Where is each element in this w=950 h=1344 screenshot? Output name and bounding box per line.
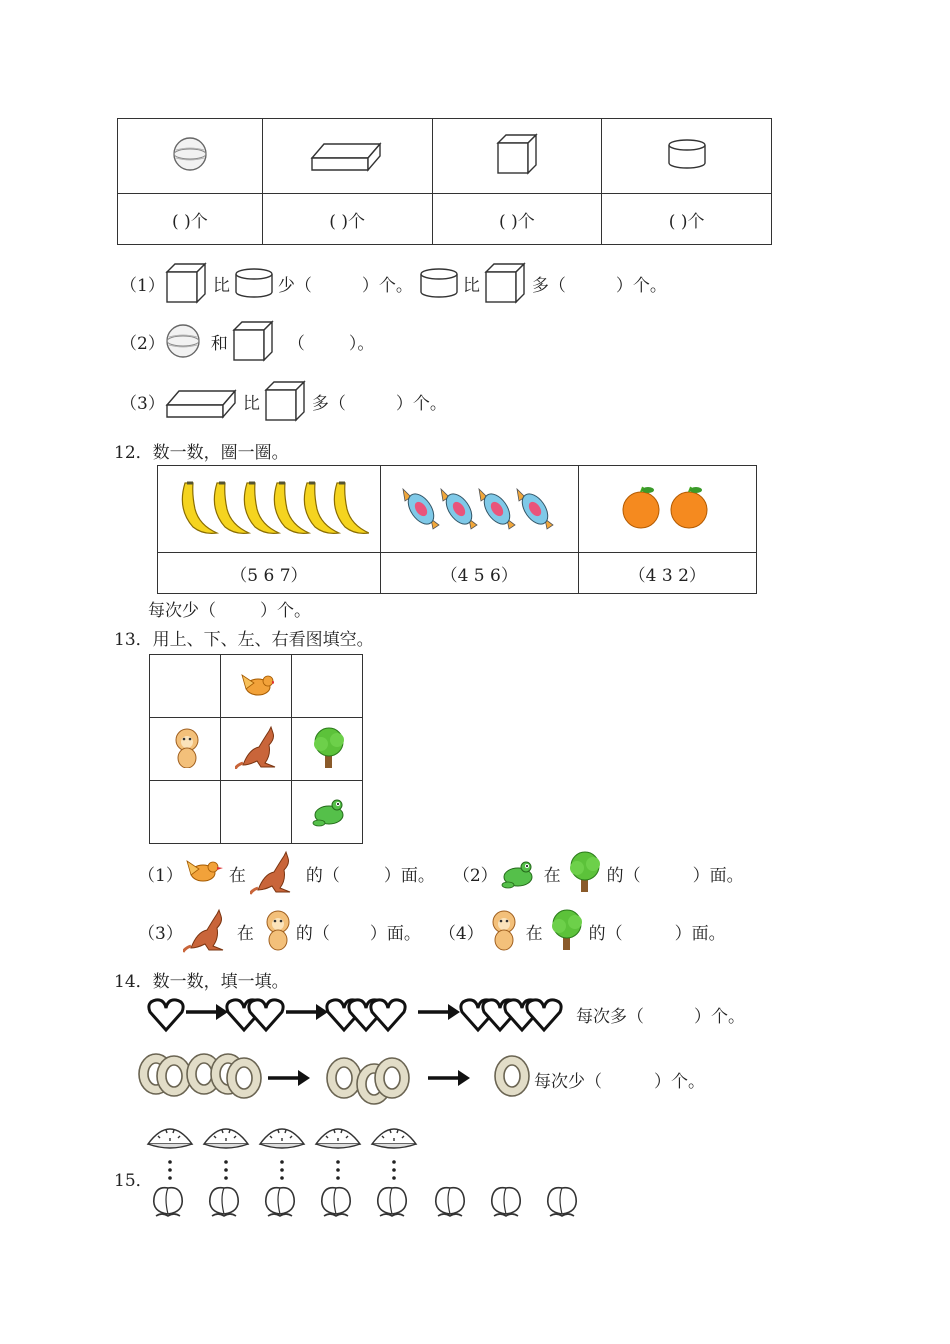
answer-blank-sphere[interactable]: ( )个 [118, 194, 263, 245]
text-de: 的（ [305, 865, 340, 886]
text-he: 和 [210, 333, 228, 354]
text-zai: 在 [236, 923, 254, 944]
ring-icon [327, 1058, 361, 1098]
q13-line-1 [138, 850, 744, 896]
shape-count-table [117, 118, 772, 245]
item-number: （3） [120, 393, 165, 414]
q12-footer [148, 596, 311, 621]
text-bi: 比 [212, 275, 230, 296]
q15-title: 15． [114, 1171, 153, 1191]
ring-icon [227, 1058, 261, 1098]
item-number: （1） [120, 275, 165, 296]
text-mian: ）面。 [369, 923, 421, 944]
candy-cell [380, 466, 578, 553]
peach-icon [154, 1188, 182, 1216]
ring-icon [375, 1058, 409, 1098]
text-paren: ）。 [348, 333, 375, 354]
monkey-icon [484, 908, 522, 954]
grid-cell [221, 718, 292, 781]
peach-icon [210, 1188, 238, 1216]
grid-cell [150, 781, 221, 844]
orange-options[interactable]: （4 3 2） [578, 553, 756, 594]
monkey-icon [258, 908, 296, 954]
cylinder-icon [234, 267, 274, 299]
candy-icon [403, 489, 439, 529]
text-shao: 少（ [277, 275, 312, 296]
text-zai: 在 [543, 865, 561, 886]
grid-cell [292, 655, 363, 718]
tree-icon [547, 908, 589, 954]
count-circle-table [157, 465, 757, 594]
text-mian: ）面。 [674, 923, 726, 944]
watermelon-icon [260, 1129, 304, 1148]
text-mian: ）面。 [383, 865, 435, 886]
grid-cell [150, 655, 221, 718]
answer-blank-cylinder[interactable]: ( )个 [602, 194, 772, 245]
banana-options[interactable]: （5 6 7） [158, 553, 381, 594]
q13-line-2 [138, 908, 726, 954]
watermelon-icon [316, 1129, 360, 1148]
position-grid [149, 654, 363, 844]
grid-cell [292, 781, 363, 844]
orange-icon [671, 487, 707, 528]
peach-icon [548, 1188, 576, 1216]
watermelon-icon [204, 1129, 248, 1148]
grid-cell [221, 781, 292, 844]
text-zai: 在 [525, 923, 543, 944]
orange-cell [578, 466, 756, 553]
orange-icon [623, 487, 659, 528]
q13-title: 13．用上、下、左、右看图填空。 [114, 630, 374, 650]
watermelon-icon [148, 1129, 192, 1148]
text-meici-shao: 每次少（ [148, 601, 216, 621]
hearts-diagram [146, 994, 576, 1034]
bird-icon [238, 669, 274, 699]
candy-options[interactable]: （4 5 6） [380, 553, 578, 594]
bird-icon [183, 855, 225, 891]
arrow-icon [268, 1070, 310, 1086]
sphere-icon [165, 323, 201, 359]
text-meici-duo: 每次多（ [576, 1006, 644, 1027]
kangaroo-icon [183, 908, 233, 954]
text-bi: 比 [242, 393, 260, 414]
answer-blank-cube[interactable]: ( )个 [432, 194, 602, 245]
arrow-icon [186, 1004, 228, 1020]
cuboid-icon [310, 136, 384, 172]
tree-icon [565, 850, 607, 896]
cylinder-icon [667, 138, 707, 170]
watermelon-icon [372, 1129, 416, 1148]
text-duo: 多（ [311, 393, 346, 414]
grid-cell [292, 718, 363, 781]
text-zai: 在 [228, 865, 246, 886]
frog-icon [309, 793, 345, 827]
text-de: 的（ [606, 865, 641, 886]
cuboid-icon [165, 383, 239, 419]
banana-icon [274, 483, 309, 533]
q11-line-1 [120, 262, 667, 304]
answer-blank-cuboid[interactable]: ( )个 [262, 194, 432, 245]
banana-cell [158, 466, 381, 553]
text-ge: ）个。 [361, 275, 413, 296]
item-number: （1） [138, 865, 183, 886]
grid-cell [150, 718, 221, 781]
cube-icon [484, 262, 528, 304]
heart-icon [527, 1000, 561, 1030]
item-number: （3） [138, 923, 183, 944]
text-ge: ）个。 [260, 601, 311, 621]
text-ge: ）个。 [395, 393, 447, 414]
sphere-icon [172, 136, 208, 172]
item-number: （2） [452, 865, 498, 886]
candy-icon [441, 489, 477, 529]
cube-icon [496, 133, 538, 175]
candy-icon [479, 489, 515, 529]
text-de: 的（ [295, 923, 330, 944]
banana-icon [214, 483, 249, 533]
ring-icon [157, 1056, 191, 1096]
peach-icon [436, 1188, 464, 1216]
candy-icon [517, 489, 553, 529]
arrow-icon [286, 1004, 328, 1020]
text-ge: ）个。 [694, 1006, 745, 1027]
q11-line-2 [120, 320, 374, 362]
rings-diagram [138, 1050, 534, 1108]
text-mian: ）面。 [692, 865, 744, 886]
banana-group [169, 477, 369, 537]
text-de: 的（ [588, 923, 623, 944]
arrow-icon [428, 1070, 470, 1086]
text-duo: 多（ [531, 275, 566, 296]
banana-icon [182, 483, 217, 533]
peach-icon [322, 1188, 350, 1216]
q12-title: 12．数一数，圈一圈。 [114, 443, 289, 463]
hearts-sequence [146, 994, 745, 1034]
text-paren: （ [287, 333, 305, 354]
watermelon-peach-diagram [146, 1118, 586, 1224]
heart-icon [149, 1000, 183, 1030]
heart-icon [249, 1000, 283, 1030]
text-ge: ）个。 [654, 1071, 705, 1092]
kangaroo-icon [250, 850, 296, 896]
kangaroo-icon [235, 725, 277, 769]
monkey-icon [167, 726, 203, 768]
q11-line-3 [120, 380, 447, 422]
grid-cell [221, 655, 292, 718]
rings-sequence [138, 1050, 705, 1108]
cylinder-icon [419, 267, 459, 299]
cube-icon [232, 320, 276, 362]
arrow-icon [418, 1004, 460, 1020]
peach-icon [266, 1188, 294, 1216]
ring-icon [495, 1056, 529, 1096]
tree-icon [309, 726, 345, 768]
peach-icon [378, 1188, 406, 1216]
peach-icon [492, 1188, 520, 1216]
cube-icon [165, 262, 209, 304]
q14-title: 14．数一数，填一填。 [114, 972, 289, 992]
banana-icon [304, 483, 339, 533]
candy-group [399, 483, 559, 531]
cube-icon [264, 380, 308, 422]
text-meici-shao: 每次少（ [534, 1071, 602, 1092]
orange-group [619, 484, 715, 530]
item-number: （2） [120, 333, 165, 354]
text-bi: 比 [462, 275, 480, 296]
frog-icon [498, 855, 540, 891]
banana-icon [334, 483, 369, 533]
item-number: （4） [438, 923, 484, 944]
text-ge: ）个。 [615, 275, 667, 296]
banana-icon [244, 483, 279, 533]
heart-icon [371, 1000, 405, 1030]
